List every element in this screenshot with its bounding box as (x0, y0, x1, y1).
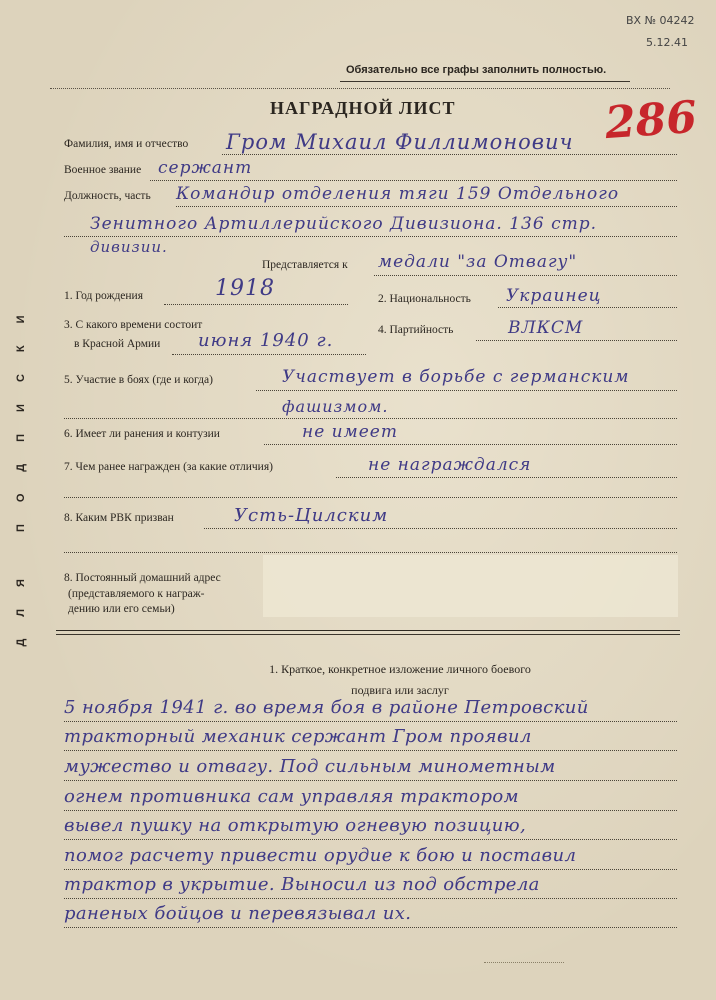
narrative-rule (64, 927, 677, 928)
address-label-3: дению или его семьи) (68, 603, 175, 615)
previous-awards-label: 7. Чем ранее награжден (за какие отличия) (64, 461, 273, 473)
narrative-line: тракторный механик сержант Гром проявил (64, 726, 532, 747)
wounds-label: 6. Имеет ли ранения и контузии (64, 428, 220, 440)
army-since-label-2: в Красной Армии (74, 338, 161, 350)
party-value: ВЛКСМ (508, 318, 584, 338)
birth-year-label: 1. Год рождения (64, 290, 143, 302)
archive-number: ВХ № 04242 (626, 14, 695, 27)
address-label-2: (представляемого к награж- (68, 588, 205, 600)
rank-label: Военное звание (64, 164, 142, 176)
page-title: НАГРАДНОЙ ЛИСТ (270, 98, 456, 118)
side-label: ДЛЯ ПОДПИСКИ (15, 293, 27, 647)
narrative-rule (64, 810, 677, 811)
section-title-line1: 1. Краткое, конкретное изложение личного боевого (269, 662, 531, 676)
previous-awards-value: не награждался (368, 455, 532, 475)
address-label: 8. Постоянный домашний адрес (64, 572, 221, 584)
narrative-line: 5 ноября 1941 г. во время боя в районе Петровский (64, 697, 589, 718)
nationality-label: 2. Национальность (378, 293, 471, 305)
rvk-label: 8. Каким РВК призван (64, 512, 174, 524)
narrative-line: мужество и отвагу. Под сильным минометным (64, 756, 556, 777)
wounds-value: не имеет (302, 422, 398, 442)
position-value-line3: дивизии. (90, 238, 168, 256)
name-label: Фамилия, имя и отчество (64, 138, 189, 150)
party-label: 4. Партийность (378, 324, 454, 336)
narrative-line: вывел пушку на открытую огневую позицию, (64, 815, 527, 836)
position-value-line1: Командир отделения тяги 159 Отдельного (176, 184, 620, 204)
narrative-rule (64, 839, 677, 840)
narrative-rule (64, 869, 677, 870)
narrative-rule (64, 898, 677, 899)
rank-value: сержант (158, 158, 253, 178)
narrative-line: огнем противника сам управляя трактором (64, 786, 519, 807)
section-title-line2: подвига или заслуг (351, 683, 449, 697)
narrative-rule (64, 750, 677, 751)
battles-label: 5. Участие в боях (где и когда) (64, 374, 213, 386)
rvk-value: Усть-Цилским (234, 505, 389, 526)
name-value: Гром Михаил Филлимонович (226, 130, 574, 154)
battles-value-line2: фашизмом. (282, 397, 389, 416)
nationality-value: Украинец (506, 286, 602, 306)
position-value-line2: Зенитного Артиллерийского Дивизиона. 136 стр. (90, 214, 598, 234)
redacted-address-block (263, 555, 678, 617)
red-stamp-number: 286 (603, 91, 699, 150)
birth-year-value: 1918 (215, 276, 275, 301)
fill-all-notice: Обязательно все графы заполнить полностью. (346, 64, 607, 76)
narrative-line: трактор в укрытие. Выносил из под обстрела (64, 874, 540, 895)
narrative-line: помог расчету привести орудие к бою и поставил (64, 845, 577, 866)
narrative-line: раненых бойцов и перевязывал их. (64, 903, 412, 924)
army-since-value: июня 1940 г. (198, 330, 334, 351)
position-label: Должность, часть (64, 190, 151, 202)
army-since-label: 3. С какого времени состоит (64, 319, 203, 331)
presented-label: Представляется к (262, 259, 348, 271)
battles-value-line1: Участвует в борьбе с германским (282, 367, 630, 387)
presented-value: медали "за Отвагу" (378, 252, 578, 272)
narrative-rule (64, 780, 677, 781)
archive-date: 5.12.41 (646, 36, 688, 49)
narrative-rule (64, 721, 677, 722)
